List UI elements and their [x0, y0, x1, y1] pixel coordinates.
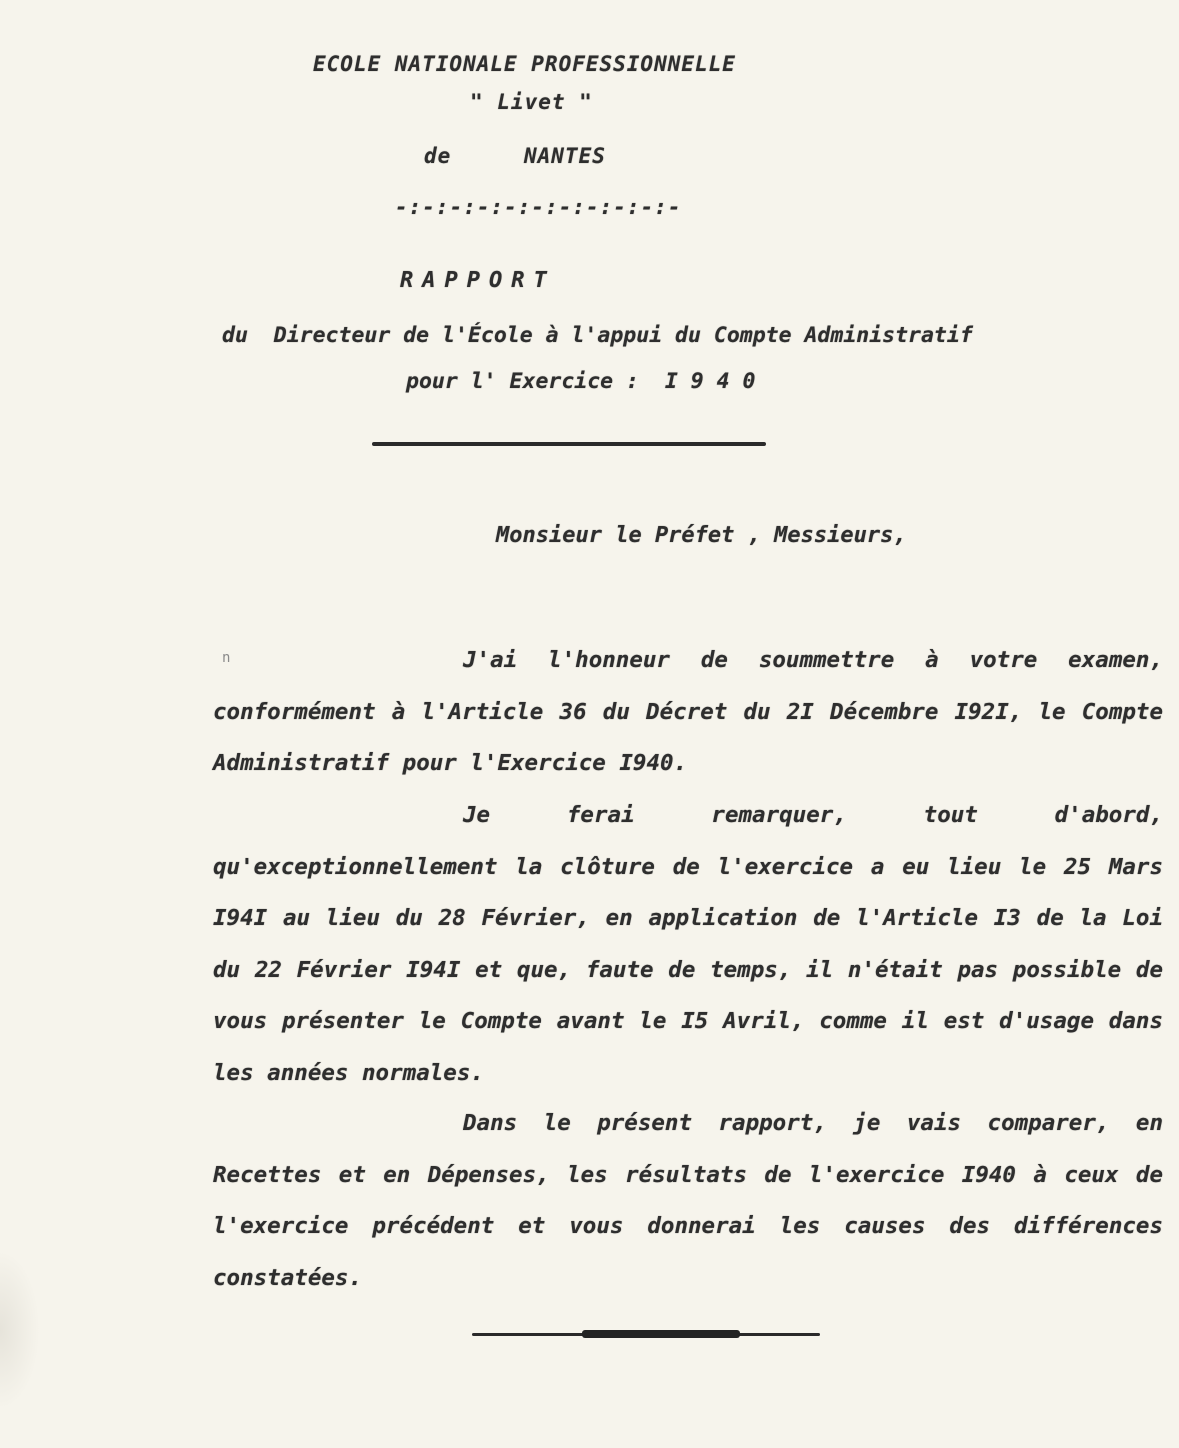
report-subtitle: du Directeur de l'École à l'appui du Compte Administratif	[222, 323, 973, 348]
paragraph-3-text: Dans le présent rapport, je vais comparer, en Recettes et en Dépenses, les résultats de l'exercice I940 à ceux de l'exercice précédent et vous donnerai les causes des différences constatées.	[213, 1110, 1163, 1291]
school-name: ECOLE NATIONALE PROFESSIONNELLE	[313, 52, 736, 76]
paragraph-2	[213, 790, 1163, 1099]
paragraph-1	[213, 635, 1163, 790]
stray-mark: n	[222, 650, 231, 666]
report-heading: RAPPORT	[400, 268, 556, 293]
title-underline	[372, 442, 766, 446]
paragraph-1-text: J'ai l'honneur de soummettre à votre examen, conformément à l'Article 36 du Décret du 2I Décembre I92I, le Compte Administratif pour l'Exercice I940.	[213, 647, 1163, 776]
paper-smudge	[0, 1250, 40, 1410]
salutation: Monsieur le Préfet , Messieurs,	[496, 523, 907, 548]
exercise-line: pour l' Exercice : I 9 4 0	[406, 369, 756, 394]
city-name: NANTES	[524, 144, 606, 168]
closing-rule-center	[582, 1330, 740, 1338]
ornament-divider: -:-:-:-:-:-:-:-:-:-:-	[395, 195, 682, 219]
school-nickname: " Livet "	[470, 90, 593, 114]
paragraph-2-text: Je ferai remarquer, tout d'abord, qu'exceptionnellement la clôture de l'exercice a eu lieu le 25 Mars I94I au lieu du 28 Février, en application de l'Article I3 de la Loi du 22 Février I94I et que, faute de temps, il n'était pas possible de vous présenter le Compte avant le I5 Avril, comme il est d'usage dans les années normales.	[213, 802, 1163, 1086]
paragraph-3	[213, 1098, 1163, 1304]
de-label: de	[424, 144, 452, 168]
